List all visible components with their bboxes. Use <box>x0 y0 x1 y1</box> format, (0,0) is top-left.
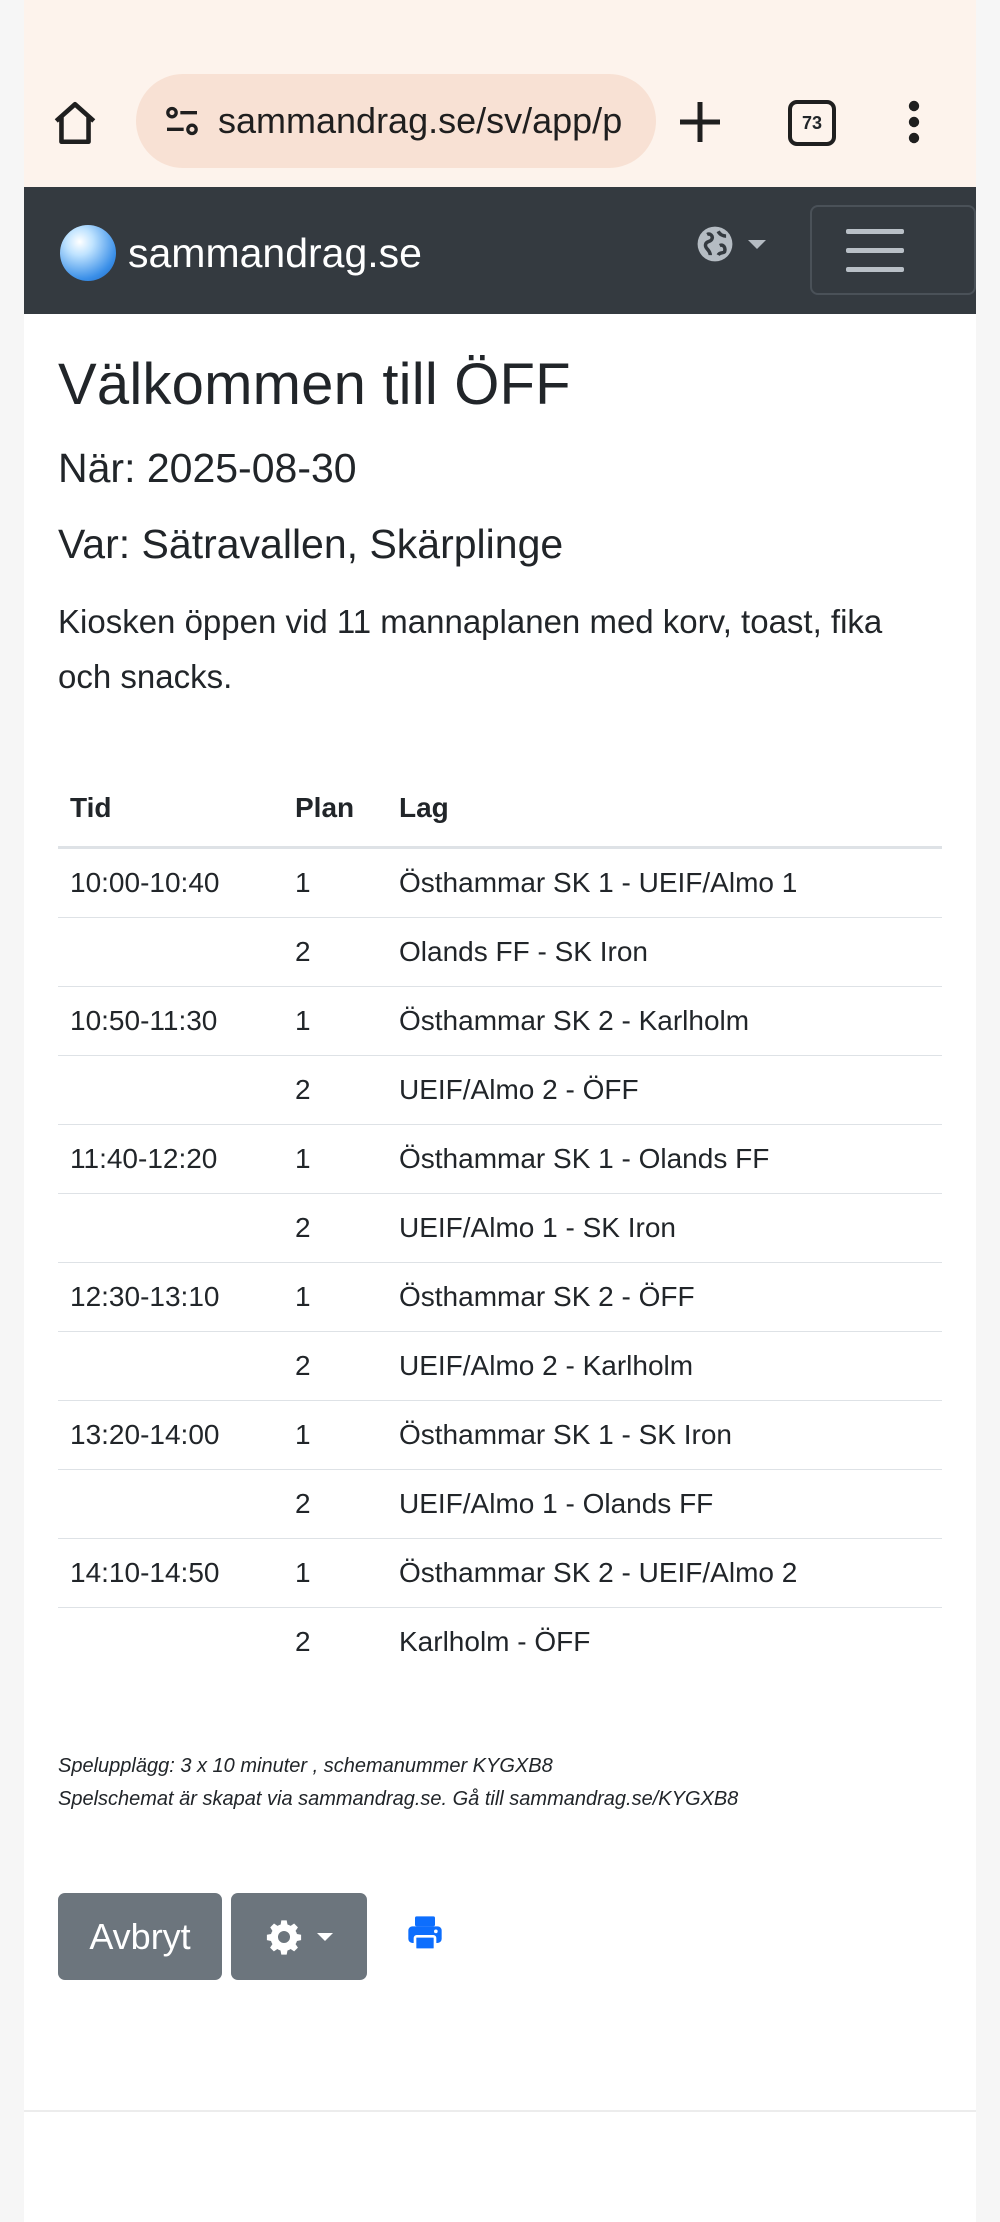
tune-icon[interactable] <box>162 101 202 141</box>
logo-globe-icon <box>60 225 116 281</box>
table-row <box>58 1125 942 1194</box>
cell-time: 13:20-14:00 <box>58 1401 283 1470</box>
url-text: sammandrag.se/sv/app/p <box>218 100 623 141</box>
schedule-footnote <box>58 1750 738 1816</box>
settings-dropdown-button[interactable] <box>231 1893 367 1980</box>
left-gutter <box>0 0 24 2222</box>
cell-field: 1 <box>283 1539 387 1608</box>
table-row <box>58 848 942 918</box>
cell-time <box>58 1056 283 1125</box>
home-icon[interactable] <box>50 98 100 148</box>
cell-field: 2 <box>283 1194 387 1263</box>
cell-time: 14:10-14:50 <box>58 1539 283 1608</box>
event-description: Kiosken öppen vid 11 mannaplanen med korv, toast, fika och snacks. <box>58 603 883 695</box>
column-header-time: Tid <box>58 770 283 848</box>
chevron-down-icon <box>317 1933 333 1941</box>
table-row <box>58 1539 942 1608</box>
cell-match: Östhammar SK 2 - ÖFF <box>387 1263 942 1332</box>
cell-field: 2 <box>283 1470 387 1539</box>
cell-field: 1 <box>283 987 387 1056</box>
hamburger-icon <box>846 229 904 234</box>
tab-count: 73 <box>801 113 823 133</box>
hamburger-icon-line <box>846 248 904 253</box>
column-header-field: Plan <box>283 770 387 848</box>
chevron-down-icon <box>748 240 766 249</box>
cell-match: Östhammar SK 1 - Olands FF <box>387 1125 942 1194</box>
right-gutter <box>976 0 1000 2222</box>
cell-field: 2 <box>283 918 387 987</box>
cell-match: Karlholm - ÖFF <box>399 1626 591 1657</box>
print-icon[interactable] <box>405 1913 445 1953</box>
language-dropdown[interactable] <box>696 225 766 263</box>
cell-match: Olands FF - SK Iron <box>387 918 942 987</box>
brand-text: sammandrag.se <box>128 229 422 276</box>
table-header-row <box>58 770 942 848</box>
cell-match: UEIF/Almo 1 - SK Iron <box>387 1194 942 1263</box>
cell-field: 2 <box>283 1332 387 1401</box>
table-row <box>58 987 942 1056</box>
cell-time <box>58 918 283 987</box>
address-bar[interactable] <box>136 74 656 168</box>
plus-icon[interactable] <box>670 92 730 152</box>
cell-time: 10:50-11:30 <box>58 987 283 1056</box>
cell-match: UEIF/Almo 1 - Olands FF <box>387 1470 942 1539</box>
hamburger-icon-line <box>846 267 904 272</box>
event-info <box>58 340 942 704</box>
cell-time <box>58 1332 283 1401</box>
action-bar <box>58 1893 445 1980</box>
cell-field: 2 <box>283 1056 387 1125</box>
table-row <box>58 918 942 987</box>
cell-field: 1 <box>283 848 387 918</box>
navbar-toggle[interactable] <box>810 205 976 295</box>
table-body <box>58 848 942 1677</box>
table-row <box>58 1056 942 1125</box>
cell-match: Östhammar SK 2 - UEIF/Almo 2 <box>387 1539 942 1608</box>
cell-field: 2 <box>295 1626 311 1657</box>
cell-match: Östhammar SK 1 - UEIF/Almo 1 <box>387 848 942 918</box>
cell-match: UEIF/Almo 2 - ÖFF <box>387 1056 942 1125</box>
cell-field: 1 <box>283 1401 387 1470</box>
footnote-line-2: Spelschemat är skapat via sammandrag.se. Gå till sammandrag.se/KYGXB8 <box>58 1788 739 1810</box>
event-date: När: 2025-08-30 <box>58 445 357 491</box>
footnote-line-1: Speluppläg​g: 3 x 10 minuter , schemanummer KYGXB8 <box>58 1755 553 1777</box>
site-navbar <box>24 187 976 314</box>
table-row <box>58 1401 942 1470</box>
cell-match: Östhammar SK 2 - Karlholm <box>387 987 942 1056</box>
event-location: Var: Sätravallen, Skärplinge <box>58 521 564 567</box>
cell-match: UEIF/Almo 2 - Karlholm <box>387 1332 942 1401</box>
cell-time: 12:30-13:10 <box>58 1263 283 1332</box>
page-title: Välkommen till ÖFF <box>58 352 571 417</box>
column-header-teams: Lag <box>387 770 942 848</box>
cell-time <box>58 1194 283 1263</box>
table-row <box>58 1263 942 1332</box>
cell-time: 10:00-10:40 <box>58 848 283 918</box>
gear-icon <box>265 1918 303 1956</box>
cell-match: Östhammar SK 1 - SK Iron <box>387 1401 942 1470</box>
cell-field: 1 <box>283 1125 387 1194</box>
cell-time: 11:40-12:20 <box>58 1125 283 1194</box>
browser-toolbar <box>24 0 976 187</box>
schedule-table <box>58 770 942 1676</box>
table-row <box>58 1332 942 1401</box>
cell-time <box>58 1470 283 1539</box>
cell-time <box>58 1608 283 1677</box>
brand-link[interactable] <box>60 225 422 281</box>
page <box>24 0 976 2222</box>
cancel-button[interactable]: Avbryt <box>58 1893 222 1980</box>
globe-icon <box>696 225 734 263</box>
divider <box>24 2110 976 2112</box>
tabs-icon[interactable] <box>788 100 836 146</box>
cell-field: 1 <box>283 1263 387 1332</box>
table-row <box>58 1470 942 1539</box>
more-vert-icon[interactable] <box>904 98 924 146</box>
table-row <box>58 1608 942 1677</box>
table-row <box>58 1194 942 1263</box>
